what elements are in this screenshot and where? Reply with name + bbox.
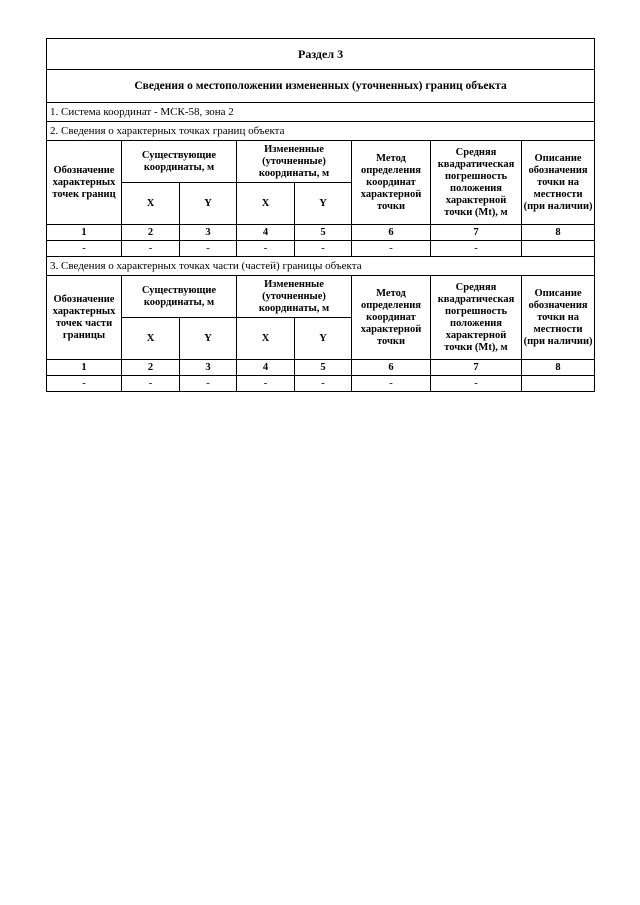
table2-num: 4 (237, 360, 295, 376)
table1-header-description: Описание обозначения точки на местности (при наличии) (522, 141, 595, 225)
table2-cell: - (295, 376, 352, 392)
table1-header-y-changed: Y (295, 183, 352, 225)
table2-header-changed: Измененные (уточненные) координаты, м (237, 276, 352, 318)
table2-header-y-existing: Y (180, 318, 237, 360)
table2-num: 1 (47, 360, 122, 376)
table1-cell: - (122, 241, 180, 257)
table1-num: 7 (431, 225, 522, 241)
table2-num: 8 (522, 360, 595, 376)
table2-cell: - (122, 376, 180, 392)
table1-cell: - (295, 241, 352, 257)
table2-cell: - (431, 376, 522, 392)
table2-header-error: Средняя квадратическая погрешность положения характерной точки (Mt), м (431, 276, 522, 360)
section-title: Раздел 3 (47, 39, 595, 70)
table1-num: 8 (522, 225, 595, 241)
table1-num: 4 (237, 225, 295, 241)
table2-num: 5 (295, 360, 352, 376)
table1-header-point: Обозначение характерных точек границ (47, 141, 122, 225)
table2-cell: - (180, 376, 237, 392)
coordinate-system: 1. Система координат - МСК-58, зона 2 (47, 103, 595, 122)
section-subtitle: Сведения о местоположении измененных (уточненных) границ объекта (47, 70, 595, 103)
section-table (46, 38, 595, 392)
table1-header-error: Средняя квадратическая погрешность положения характерной точки (Mt), м (431, 141, 522, 225)
table2-cell: - (47, 376, 122, 392)
table1-cell (522, 241, 595, 257)
table1-num: 6 (352, 225, 431, 241)
table1-num: 5 (295, 225, 352, 241)
table1-cell: - (431, 241, 522, 257)
table2-cell: - (237, 376, 295, 392)
table1-cell: - (47, 241, 122, 257)
table1-header-y-existing: Y (180, 183, 237, 225)
table2-num: 2 (122, 360, 180, 376)
table2-header-description: Описание обозначения точки на местности (при наличии) (522, 276, 595, 360)
table1-num: 2 (122, 225, 180, 241)
table1-num: 1 (47, 225, 122, 241)
table2-caption: 3. Сведения о характерных точках части (частей) границы объекта (47, 257, 595, 276)
table1-header-method: Метод определения координат характерной точки (352, 141, 431, 225)
table2-num: 3 (180, 360, 237, 376)
table1-caption: 2. Сведения о характерных точках границ объекта (47, 122, 595, 141)
table2-cell: - (352, 376, 431, 392)
table2-header-method: Метод определения координат характерной точки (352, 276, 431, 360)
table1-header-changed: Измененные (уточненные) координаты, м (237, 141, 352, 183)
table1-header-existing: Существующие координаты, м (122, 141, 237, 183)
table1-header-x-changed: X (237, 183, 295, 225)
table1-cell: - (237, 241, 295, 257)
table2-header-x-existing: X (122, 318, 180, 360)
table2-num: 7 (431, 360, 522, 376)
table2-header-x-changed: X (237, 318, 295, 360)
table1-cell: - (352, 241, 431, 257)
document-page (46, 38, 594, 392)
table2-header-y-changed: Y (295, 318, 352, 360)
table2-num: 6 (352, 360, 431, 376)
table2-header-existing: Существующие координаты, м (122, 276, 237, 318)
table1-num: 3 (180, 225, 237, 241)
table1-cell: - (180, 241, 237, 257)
table2-header-point: Обозначение характерных точек части границы (47, 276, 122, 360)
table1-header-x-existing: X (122, 183, 180, 225)
table2-cell (522, 376, 595, 392)
